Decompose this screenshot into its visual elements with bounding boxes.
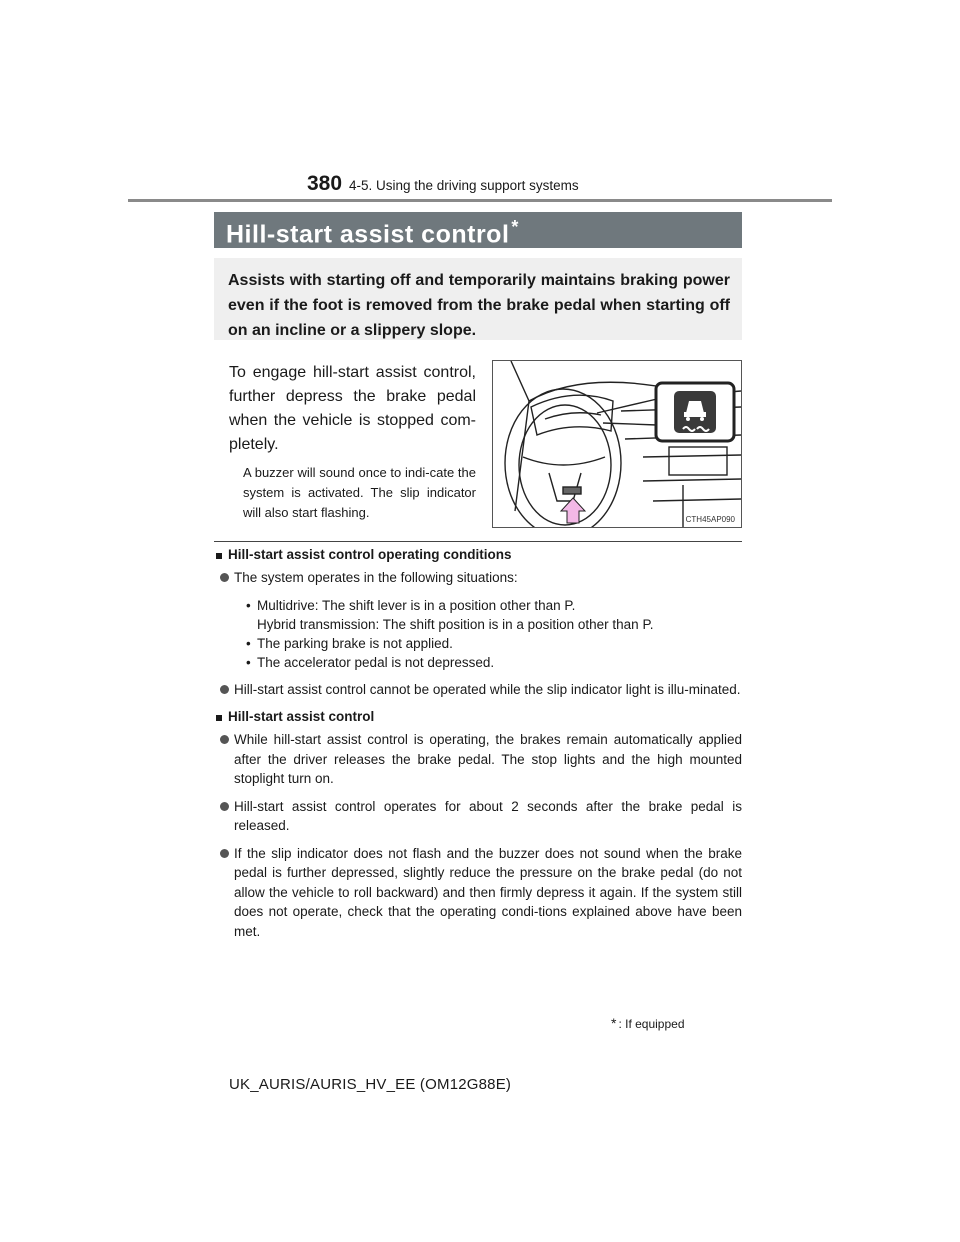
- operating-conditions-heading: Hill-start assist control operating conditions: [214, 547, 742, 562]
- notes-section: [214, 547, 742, 951]
- footnote-text: : If equipped: [618, 1017, 685, 1031]
- square-bullet-icon: [216, 715, 222, 721]
- bullet-dot-icon: [220, 849, 229, 858]
- intro-note: A buzzer will sound once to indi-cate the system is activated. The slip indicator will also start flashing.: [243, 465, 476, 520]
- bullet-dot-icon: [220, 735, 229, 744]
- bullet-dot-icon: [220, 573, 229, 582]
- square-bullet-icon: [216, 553, 222, 559]
- footnote-marker: *: [611, 1015, 617, 1031]
- list-item: Hill-start assist control cannot be operated while the slip indicator light is illu-minated.: [214, 680, 742, 700]
- page-number: 380: [307, 172, 343, 195]
- operating-conditions-group: [214, 547, 742, 699]
- page-title: [226, 217, 519, 249]
- summary-box: Assists with starting off and temporarily maintains braking power even if the foot is removed from the brake pedal when starting off on an incline or a slippery slope.: [214, 258, 742, 340]
- list-item: While hill-start assist control is operating, the brakes remain automatically applied after the driver releases the brake pedal. The stop lights and the high mounted stoplight turn on.: [214, 730, 742, 789]
- pedal-arrow-icon: [561, 498, 585, 523]
- manual-code: UK_AURIS/AURIS_HV_EE (OM12G88E): [229, 1076, 512, 1093]
- list-item: • Multidrive: The shift lever is in a position other than P. Hybrid transmission: The shift position is in a position other than P.: [246, 596, 742, 634]
- intro-paragraph: To engage hill-start assist control, further depress the brake pedal when the vehicle is stopped com-pletely.: [229, 364, 476, 453]
- notes-divider: [214, 541, 742, 542]
- bullet-dot-icon: [220, 685, 229, 694]
- slip-indicator-icon: [674, 391, 716, 433]
- dashboard-drawing: [493, 361, 741, 527]
- page-title-text: Hill-start assist control: [226, 220, 510, 249]
- list-item: Hill-start assist control operates for about 2 seconds after the brake pedal is released.: [214, 797, 742, 836]
- figure-code: CTH45AP090: [685, 515, 735, 524]
- list-item: • The accelerator pedal is not depressed.: [246, 653, 742, 672]
- bullet-dot-icon: [220, 802, 229, 811]
- conditions-sublist: [246, 596, 742, 672]
- header-divider: [128, 199, 832, 202]
- dashboard-illustration: [492, 360, 742, 528]
- hill-start-control-heading: Hill-start assist control: [214, 709, 742, 724]
- section-header: 4-5. Using the driving support systems: [349, 178, 579, 193]
- list-item: The system operates in the following situations:: [214, 568, 742, 588]
- list-item: If the slip indicator does not flash and the buzzer does not sound when the brake pedal is further depressed, slightly reduce the pressure on the brake pedal (do not allow the vehicle to roll backward) and then firmly depress it again. If the system still does not operate, check that the operating condi-tions explained above have been met.: [214, 844, 742, 942]
- section-title-bar: [214, 212, 742, 248]
- list-item: • The parking brake is not applied.: [246, 634, 742, 653]
- title-equipped-marker: *: [511, 217, 519, 237]
- hill-start-control-group: [214, 709, 742, 941]
- equipped-footnote: [611, 1015, 685, 1031]
